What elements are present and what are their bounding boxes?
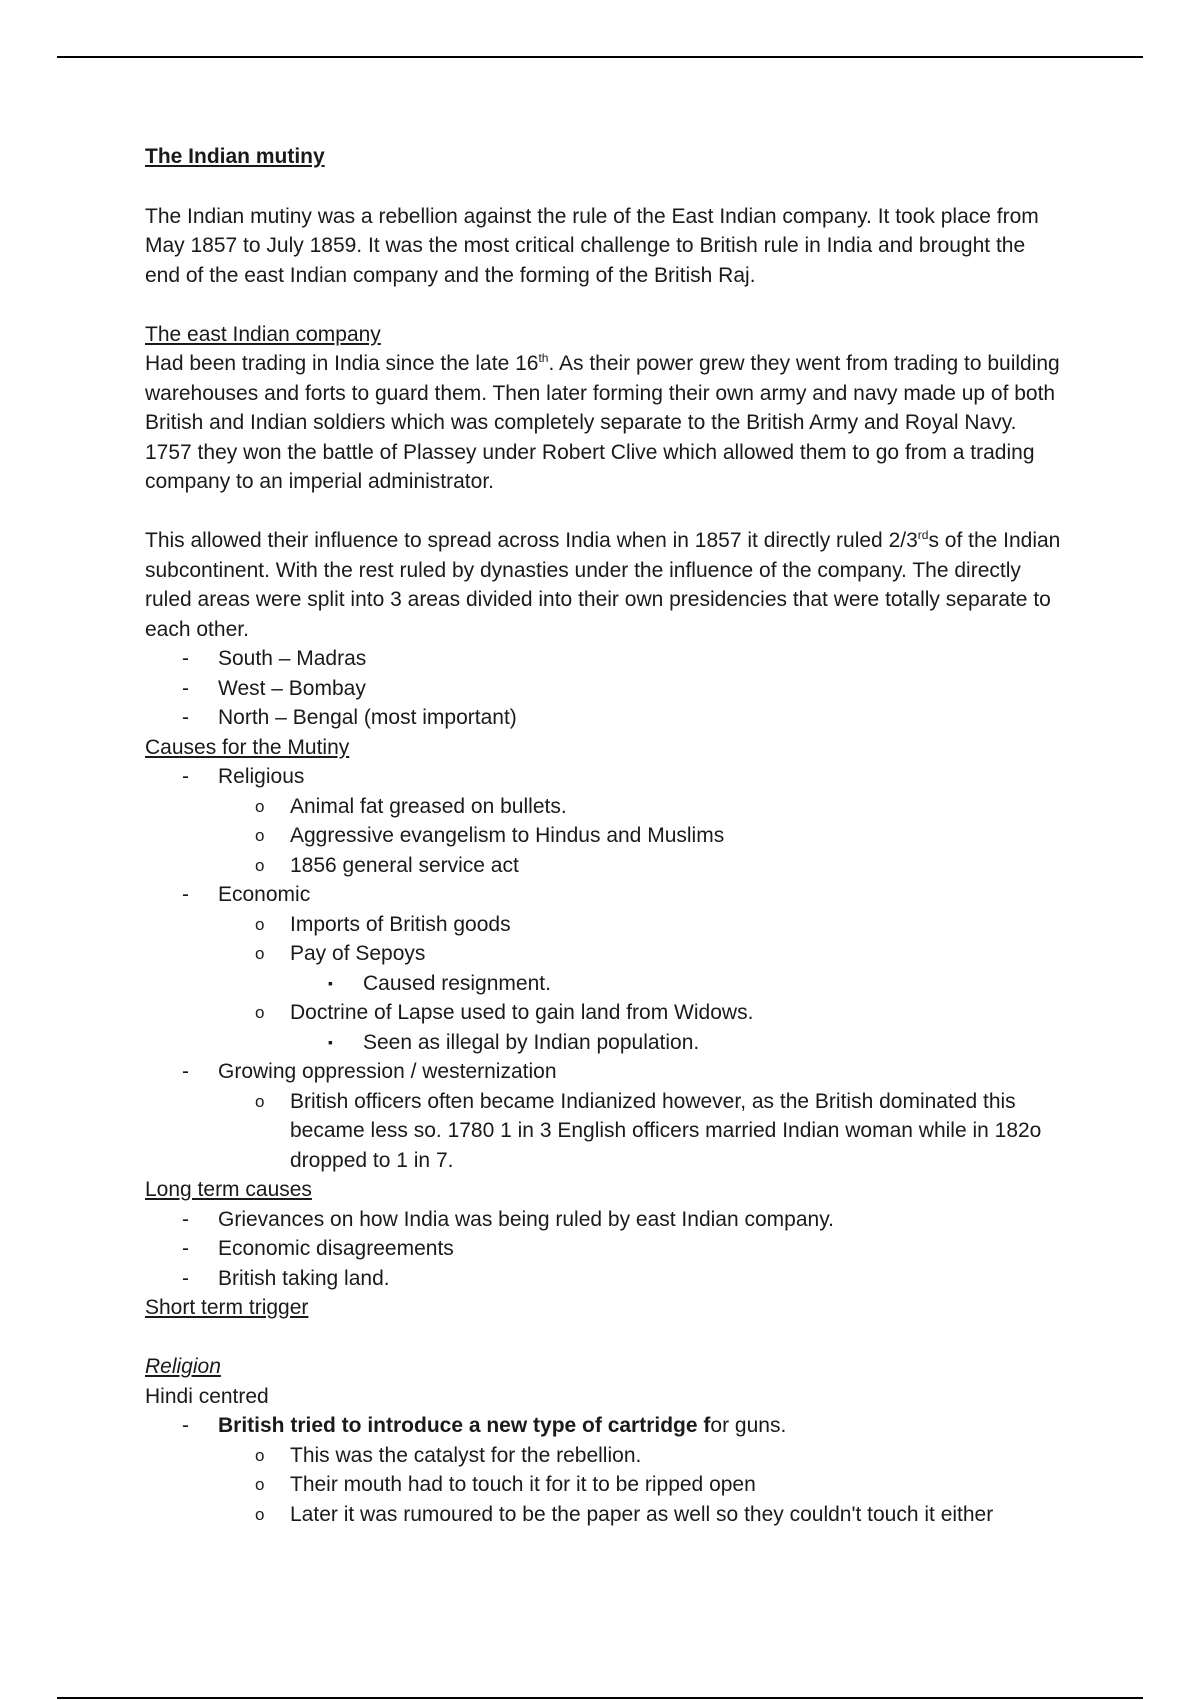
intro-paragraph: The Indian mutiny was a rebellion against the rule of the East Indian company. It took place from May 1857 to July 1859. It was the most critical challenge to British rule in India and brought the end of the east Indian company and the forming of the British Raj.	[145, 204, 1039, 287]
dash-bullet: -	[182, 647, 189, 670]
long-term-heading: Long term causes	[145, 1178, 312, 1201]
dash-bullet: -	[182, 883, 189, 906]
list-item: - Economic	[145, 880, 1065, 910]
east-india-heading: The east Indian company	[145, 322, 381, 346]
list-item: o This was the catalyst for the rebellion.	[145, 1441, 1065, 1471]
circle-bullet: o	[255, 1091, 265, 1111]
list-item: o Their mouth had to touch it for it to be ripped open	[145, 1470, 1065, 1500]
list-item: - North – Bengal (most important)	[145, 703, 1065, 733]
causes-heading: Causes for the Mutiny	[145, 735, 350, 759]
dash-bullet: -	[182, 1266, 189, 1290]
list-item: - Grievances on how India was being ruled by east Indian company.	[145, 1205, 1065, 1235]
circle-bullet: o	[255, 1475, 265, 1494]
footer-rule	[57, 1697, 1143, 1699]
list-item: - Economic disagreements	[145, 1234, 1065, 1264]
circle-bullet: o	[255, 826, 265, 845]
dash-bullet: -	[182, 765, 189, 788]
circle-bullet: o	[255, 944, 265, 963]
list-item: - Growing oppression / westernization	[145, 1057, 1065, 1087]
dash-bullet: -	[182, 1237, 189, 1260]
list-item: o British officers often became Indianized however, as the British dominated this became less so. 1780 1 in 3 English officers married Indian woman while in 182o dropped to 1 in 7.	[145, 1087, 1065, 1176]
list-item: - South – Madras	[145, 644, 1065, 674]
list-item: - British taking land.	[145, 1264, 1065, 1294]
list-item: - British tried to introduce a new type of cartridge for guns.	[145, 1411, 1065, 1441]
circle-bullet: o	[255, 1003, 265, 1022]
list-item: ▪ Caused resignment.	[145, 969, 1065, 999]
list-item: o Imports of British goods	[145, 910, 1065, 940]
circle-bullet: o	[255, 796, 265, 816]
list-item: - Religious	[145, 762, 1065, 792]
document-body	[145, 142, 1065, 1529]
hindi-centred-line: Hindi centred	[145, 1384, 269, 1408]
list-item: ▪ Seen as illegal by Indian population.	[145, 1028, 1065, 1058]
dash-bullet: -	[182, 1060, 189, 1083]
circle-bullet: o	[255, 855, 265, 875]
dash-bullet: -	[182, 706, 189, 729]
list-item: o Animal fat greased on bullets.	[145, 792, 1065, 822]
document-title: The Indian mutiny	[145, 145, 325, 168]
list-item: o Doctrine of Lapse used to gain land from Widows.	[145, 998, 1065, 1028]
east-india-paragraph-2: This allowed their influence to spread across India when in 1857 it directly ruled 2/3rds of the Indian subcontinent. With the rest ruled by dynasties under the influence of the company. The directly ruled areas were split into 3 areas divided into their own presidencies that were totally separate to each other.	[145, 528, 1061, 641]
circle-bullet: o	[255, 1445, 265, 1465]
list-item: o Later it was rumoured to be the paper as well so they couldn't touch it either	[145, 1500, 1065, 1530]
circle-bullet: o	[255, 914, 265, 934]
list-item: o Pay of Sepoys	[145, 939, 1065, 969]
east-india-paragraph-1: Had been trading in India since the late 16th. As their power grew they went from trading to building warehouses and forts to guard them. Then later forming their own army and navy made up of both British and Indian soldiers which was completely separate to the British Army and Royal Navy. 1757 they won the battle of Plassey under Robert Clive which allowed them to go from a trading company to an imperial administrator.	[145, 351, 1060, 493]
dash-bullet: -	[182, 1207, 189, 1231]
dash-bullet: -	[182, 676, 189, 700]
square-bullet: ▪	[328, 1033, 333, 1050]
religion-heading: Religion	[145, 1355, 221, 1378]
square-bullet: ▪	[328, 974, 333, 991]
list-item: - West – Bombay	[145, 674, 1065, 704]
list-item: o Aggressive evangelism to Hindus and Muslims	[145, 821, 1065, 851]
dash-bullet: -	[182, 1414, 189, 1437]
list-item: o 1856 general service act	[145, 851, 1065, 881]
header-rule	[57, 56, 1143, 58]
circle-bullet: o	[255, 1504, 265, 1524]
short-term-heading: Short term trigger	[145, 1296, 309, 1319]
